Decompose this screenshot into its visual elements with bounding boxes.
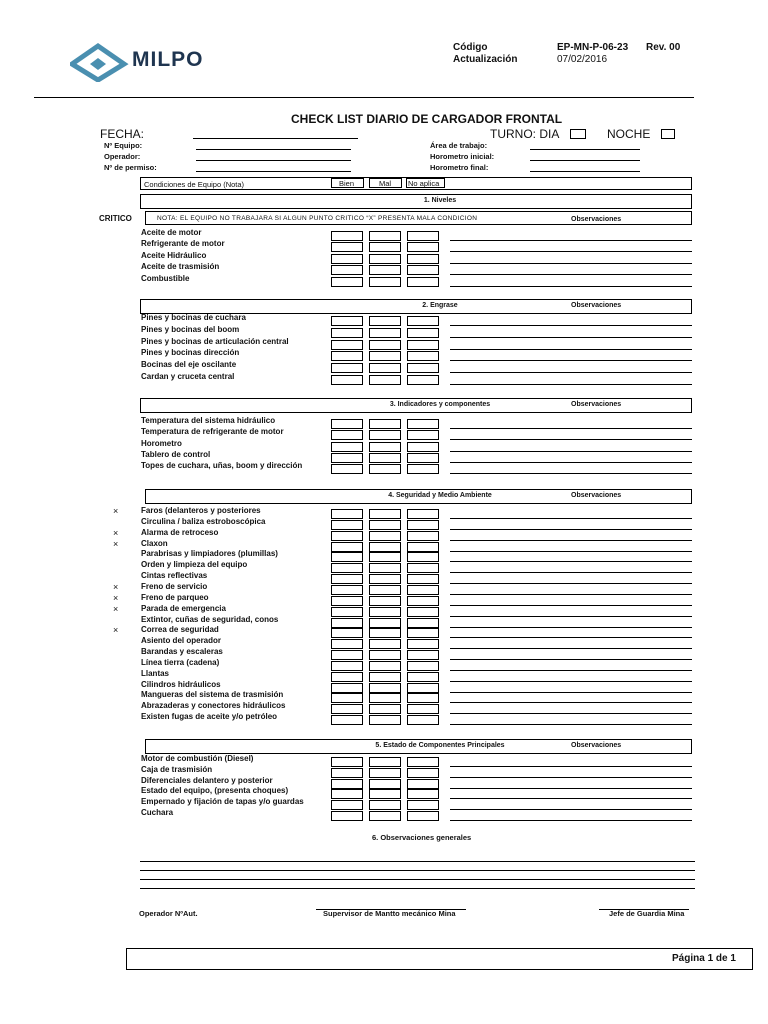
no-aplica-checkbox[interactable]: [407, 464, 439, 474]
bien-checkbox[interactable]: [331, 328, 363, 338]
no-aplica-checkbox[interactable]: [407, 639, 439, 649]
no-aplica-checkbox[interactable]: [407, 340, 439, 350]
no-aplica-checkbox[interactable]: [407, 531, 439, 541]
bien-checkbox[interactable]: [331, 683, 363, 693]
no-aplica-checkbox[interactable]: [407, 800, 439, 810]
critical-mark-icon: ×: [113, 506, 119, 516]
bien-checkbox[interactable]: [331, 639, 363, 649]
bien-checkbox[interactable]: [331, 768, 363, 778]
no-aplica-checkbox[interactable]: [407, 768, 439, 778]
turno-dia-checkbox[interactable]: [570, 129, 586, 139]
mal-checkbox[interactable]: [369, 552, 401, 562]
checklist-item-label: Claxon: [141, 538, 168, 548]
mal-checkbox[interactable]: [369, 464, 401, 474]
mal-checkbox[interactable]: [369, 542, 401, 552]
mal-checkbox[interactable]: [369, 363, 401, 373]
mal-checkbox[interactable]: [369, 650, 401, 660]
mal-checkbox[interactable]: [369, 242, 401, 252]
checklist-item-label: Existen fugas de aceite y/o petróleo: [141, 712, 278, 722]
observacion-line[interactable]: [450, 788, 692, 789]
checklist-item-label: Aceite Hidráulico: [141, 250, 207, 260]
mal-checkbox[interactable]: [369, 509, 401, 519]
observacion-line[interactable]: [450, 627, 692, 628]
mal-checkbox[interactable]: [369, 453, 401, 463]
critical-mark-icon: ×: [113, 592, 119, 603]
bien-checkbox[interactable]: [331, 509, 363, 519]
equipo-field[interactable]: [196, 149, 351, 150]
area-label: Área de trabajo:: [430, 141, 488, 150]
observacion-line[interactable]: [450, 462, 692, 463]
observacion-line[interactable]: [450, 451, 692, 452]
checklist-item-label: Pines y bocinas dirección: [141, 348, 240, 358]
fecha-actualizacion: 07/02/2016: [557, 54, 608, 65]
observacion-line[interactable]: [450, 428, 692, 429]
bien-checkbox[interactable]: [331, 265, 363, 275]
observacion-line[interactable]: [450, 518, 692, 519]
no-aplica-checkbox[interactable]: [407, 265, 439, 275]
no-aplica-checkbox[interactable]: [407, 363, 439, 373]
bien-checkbox[interactable]: [331, 520, 363, 530]
bien-checkbox[interactable]: [331, 542, 363, 552]
checklist-item-label: Circulina / baliza estroboscópica: [141, 516, 266, 526]
obs-general-line-3[interactable]: [140, 879, 695, 880]
observacion-line[interactable]: [450, 572, 692, 573]
observacion-line[interactable]: [450, 777, 692, 778]
observacion-line[interactable]: [450, 473, 692, 474]
observacion-line[interactable]: [450, 583, 692, 584]
observacion-line[interactable]: [450, 360, 692, 361]
codigo-value: EP-MN-P-06-23: [557, 42, 629, 53]
bien-checkbox[interactable]: [331, 585, 363, 595]
no-aplica-checkbox[interactable]: [407, 779, 439, 789]
mal-checkbox[interactable]: [369, 757, 401, 767]
mal-checkbox[interactable]: [369, 661, 401, 671]
mal-checkbox[interactable]: [369, 628, 401, 638]
observacion-line[interactable]: [450, 240, 692, 241]
no-aplica-checkbox[interactable]: [407, 574, 439, 584]
no-aplica-checkbox[interactable]: [407, 419, 439, 429]
bien-checkbox[interactable]: [331, 672, 363, 682]
checklist-item-label: Horometro: [141, 438, 182, 448]
checklist-item-label: Abrazaderas y conectores hidráulicos: [141, 701, 286, 711]
mal-checkbox[interactable]: [369, 316, 401, 326]
checklist-item-label: Cuchara: [141, 808, 174, 817]
area-field[interactable]: [530, 149, 640, 150]
no-aplica-checkbox[interactable]: [407, 585, 439, 595]
bien-checkbox[interactable]: [331, 464, 363, 474]
observaciones-header: Observaciones: [571, 302, 622, 309]
checklist-item-label: Pines y bocinas de articulación central: [141, 336, 289, 346]
checklist-item-label: Barandas y escaleras: [141, 647, 223, 657]
bien-checkbox[interactable]: [331, 618, 363, 628]
no-aplica-checkbox[interactable]: [407, 789, 439, 799]
observacion-line[interactable]: [450, 286, 692, 287]
no-aplica-checkbox[interactable]: [407, 552, 439, 562]
mal-checkbox[interactable]: [369, 265, 401, 275]
mal-checkbox[interactable]: [369, 520, 401, 530]
checklist-item-label: Empernado y fijación de tapas y/o guardas: [141, 797, 304, 807]
firma-jefe: Jefe de Guardia Mina: [609, 909, 685, 918]
mal-checkbox[interactable]: [369, 789, 401, 799]
checklist-item-label: Cilindros hidráulicos: [141, 679, 221, 689]
no-aplica-checkbox[interactable]: [407, 328, 439, 338]
mal-checkbox[interactable]: [369, 419, 401, 429]
bien-checkbox[interactable]: [331, 704, 363, 714]
critical-mark-icon: ×: [113, 527, 119, 538]
mal-checkbox[interactable]: [369, 800, 401, 810]
critical-mark-icon: ×: [113, 538, 119, 549]
firma-supervisor: Supervisor de Mantto mecánico Mina: [323, 909, 456, 918]
bien-checkbox[interactable]: [331, 419, 363, 429]
mal-checkbox[interactable]: [369, 375, 401, 385]
bien-checkbox[interactable]: [331, 340, 363, 350]
checklist-item-label: Pines y bocinas del boom: [141, 324, 240, 334]
mal-checkbox[interactable]: [369, 442, 401, 452]
codigo-label: Código: [453, 42, 488, 53]
mal-checkbox[interactable]: [369, 430, 401, 440]
no-aplica-checkbox[interactable]: [407, 715, 439, 725]
observaciones-header: Observaciones: [571, 216, 622, 223]
no-aplica-checkbox[interactable]: [407, 596, 439, 606]
observaciones-header: Observaciones: [571, 742, 622, 749]
mal-checkbox[interactable]: [369, 607, 401, 617]
no-aplica-checkbox[interactable]: [407, 509, 439, 519]
checklist-item-label: Correa de seguridad: [141, 625, 219, 635]
bien-checkbox[interactable]: [331, 375, 363, 385]
legend-no-aplica-label: No aplica: [408, 179, 440, 188]
observacion-line[interactable]: [450, 594, 692, 595]
no-aplica-checkbox[interactable]: [407, 231, 439, 241]
no-aplica-checkbox[interactable]: [407, 520, 439, 530]
observacion-line[interactable]: [450, 605, 692, 606]
checklist-item-label: Cintas reflectivas: [141, 571, 208, 581]
pagina-label: Página 1 de 1: [672, 953, 736, 964]
section-title: 3. Indicadores y componentes: [389, 401, 491, 408]
checklist-item-label: Asiento del operador: [141, 636, 222, 646]
nota-text: NOTA: EL EQUIPO NO TRABAJARA SI ALGUN PUNTO CRITICO “X” PRESENTA MALA CONDICION: [157, 215, 478, 222]
checklist-item-label: Parabrisas y limpiadores (plumillas): [141, 549, 278, 559]
bien-checkbox[interactable]: [331, 531, 363, 541]
noche-label: NOCHE: [607, 127, 651, 141]
observacion-line[interactable]: [450, 820, 692, 821]
pagina-box: [126, 948, 753, 970]
observacion-line[interactable]: [450, 637, 692, 638]
mal-checkbox[interactable]: [369, 563, 401, 573]
checklist-item-label: Aceite de motor: [141, 228, 202, 237]
no-aplica-checkbox[interactable]: [407, 254, 439, 264]
no-aplica-checkbox[interactable]: [407, 811, 439, 821]
critical-mark-icon: ×: [113, 625, 119, 636]
no-aplica-checkbox[interactable]: [407, 453, 439, 463]
legend-bien-label: Bien: [339, 179, 355, 188]
checklist-item-label: Orden y limpieza del equipo: [141, 560, 248, 570]
bien-checkbox[interactable]: [331, 628, 363, 638]
bien-checkbox[interactable]: [331, 563, 363, 573]
checklist-item-label: Freno de servicio: [141, 581, 208, 591]
critico-label: CRITICO: [99, 214, 132, 223]
observacion-line[interactable]: [450, 724, 692, 725]
section-title: 5. Estado de Componentes Principales: [375, 742, 505, 749]
checklist-item-label: Temperatura del sistema hidráulico: [141, 416, 276, 425]
checklist-item-label: Temperatura de refrigerante de motor: [141, 427, 284, 437]
bien-checkbox[interactable]: [331, 442, 363, 452]
permiso-label: Nº de permiso:: [104, 163, 157, 172]
actualizacion-label: Actualización: [453, 54, 518, 65]
bien-checkbox[interactable]: [331, 596, 363, 606]
observacion-line[interactable]: [450, 349, 692, 350]
checklist-item-label: Extintor, cuñas de seguridad, conos: [141, 614, 279, 624]
no-aplica-checkbox[interactable]: [407, 542, 439, 552]
bien-checkbox[interactable]: [331, 430, 363, 440]
checklist-item-label: Diferenciales delantero y posterior: [141, 775, 273, 785]
no-aplica-checkbox[interactable]: [407, 672, 439, 682]
fecha-label: FECHA:: [100, 127, 145, 141]
bien-checkbox[interactable]: [331, 650, 363, 660]
checklist-item-label: Bocinas del eje oscilante: [141, 360, 237, 370]
revision: Rev. 00: [646, 42, 681, 53]
checklist-item-label: Tablero de control: [141, 449, 211, 459]
mal-checkbox[interactable]: [369, 574, 401, 584]
mal-checkbox[interactable]: [369, 231, 401, 241]
observacion-line[interactable]: [450, 713, 692, 714]
mal-checkbox[interactable]: [369, 328, 401, 338]
condiciones-label: Condiciones de Equipo (Nota): [144, 180, 245, 189]
horometro-final-label: Horometro final:: [430, 163, 489, 172]
mal-checkbox[interactable]: [369, 693, 401, 703]
observacion-line[interactable]: [450, 702, 692, 703]
checklist-item-label: Freno de parqueo: [141, 592, 209, 602]
no-aplica-checkbox[interactable]: [407, 618, 439, 628]
mal-checkbox[interactable]: [369, 704, 401, 714]
no-aplica-checkbox[interactable]: [407, 242, 439, 252]
mal-checkbox[interactable]: [369, 715, 401, 725]
bien-checkbox[interactable]: [331, 607, 363, 617]
mal-checkbox[interactable]: [369, 585, 401, 595]
operador-field[interactable]: [196, 160, 351, 161]
checklist-item-label: Línea tierra (cadena): [141, 657, 220, 667]
no-aplica-checkbox[interactable]: [407, 442, 439, 452]
bien-checkbox[interactable]: [331, 242, 363, 252]
checklist-item-label: Mangueras del sistema de trasmisión: [141, 690, 284, 700]
mal-checkbox[interactable]: [369, 254, 401, 264]
observacion-line[interactable]: [450, 692, 692, 693]
observacion-line[interactable]: [450, 439, 692, 440]
observacion-line[interactable]: [450, 325, 692, 326]
observaciones-header: Observaciones: [571, 492, 622, 499]
section-title: 4. Seguridad y Medio Ambiente: [388, 492, 492, 499]
checklist-item-label: Pines y bocinas de cuchara: [141, 313, 246, 322]
observaciones-generales-title: 6. Observaciones generales: [372, 833, 472, 842]
checklist-item-label: Aceite de trasmisión: [141, 262, 220, 272]
turno-label: TURNO: DIA: [490, 127, 560, 141]
observacion-line[interactable]: [450, 274, 692, 275]
checklist-item-label: Motor de combustión (Diesel): [141, 754, 254, 763]
section-title: 1. Niveles: [423, 197, 457, 204]
no-aplica-checkbox[interactable]: [407, 351, 439, 361]
checklist-item-label: Topes de cuchara, uñas, boom y dirección: [141, 461, 303, 471]
mal-checkbox[interactable]: [369, 340, 401, 350]
critical-mark-icon: ×: [113, 581, 119, 592]
turno-noche-checkbox[interactable]: [661, 129, 675, 139]
obs-general-line-2[interactable]: [140, 870, 695, 871]
observacion-line[interactable]: [450, 681, 692, 682]
observacion-line[interactable]: [450, 372, 692, 373]
no-aplica-checkbox[interactable]: [407, 757, 439, 767]
bien-checkbox[interactable]: [331, 552, 363, 562]
mal-checkbox[interactable]: [369, 779, 401, 789]
no-aplica-checkbox[interactable]: [407, 704, 439, 714]
observacion-line[interactable]: [450, 809, 692, 810]
checklist-item-label: Cardan y cruceta central: [141, 372, 235, 381]
mal-checkbox[interactable]: [369, 639, 401, 649]
mal-checkbox[interactable]: [369, 596, 401, 606]
bien-checkbox[interactable]: [331, 779, 363, 789]
logo-text: MILPO: [132, 48, 204, 71]
observacion-line[interactable]: [450, 616, 692, 617]
no-aplica-checkbox[interactable]: [407, 430, 439, 440]
bien-checkbox[interactable]: [331, 661, 363, 671]
observacion-line[interactable]: [450, 337, 692, 338]
operador-label: Operador:: [104, 152, 141, 161]
no-aplica-checkbox[interactable]: [407, 375, 439, 385]
mal-checkbox[interactable]: [369, 277, 401, 287]
observacion-line[interactable]: [450, 766, 692, 767]
critical-mark-icon: ×: [113, 603, 119, 614]
bien-checkbox[interactable]: [331, 789, 363, 799]
bien-checkbox[interactable]: [331, 254, 363, 264]
mal-checkbox[interactable]: [369, 768, 401, 778]
section-title: 2. Engrase: [422, 302, 458, 309]
checklist-item-label: Alarma de retroceso: [141, 527, 219, 537]
checklist-item-label: Caja de trasmisión: [141, 764, 213, 774]
horometro-final-field[interactable]: [530, 171, 640, 172]
equipo-label: Nº Equipo:: [104, 141, 143, 150]
observacion-line[interactable]: [450, 529, 692, 530]
firma-operador: Operador NºAut.: [139, 909, 198, 918]
bien-checkbox[interactable]: [331, 693, 363, 703]
no-aplica-checkbox[interactable]: [407, 683, 439, 693]
checklist-item-label: Estado del equipo, (presenta choques): [141, 786, 289, 796]
no-aplica-checkbox[interactable]: [407, 607, 439, 617]
mal-checkbox[interactable]: [369, 531, 401, 541]
no-aplica-checkbox[interactable]: [407, 693, 439, 703]
mal-checkbox[interactable]: [369, 351, 401, 361]
mal-checkbox[interactable]: [369, 811, 401, 821]
bien-checkbox[interactable]: [331, 363, 363, 373]
horometro-inicial-label: Horometro inicial:: [430, 152, 495, 161]
bien-checkbox[interactable]: [331, 715, 363, 725]
permiso-field[interactable]: [196, 171, 351, 172]
mal-checkbox[interactable]: [369, 618, 401, 628]
checklist-item-label: Combustible: [141, 273, 190, 283]
mal-checkbox[interactable]: [369, 672, 401, 682]
observacion-line[interactable]: [450, 659, 692, 660]
observacion-line[interactable]: [450, 648, 692, 649]
no-aplica-checkbox[interactable]: [407, 661, 439, 671]
checklist-item-label: Faros (delanteros y posteriores: [141, 506, 261, 515]
observacion-line[interactable]: [450, 384, 692, 385]
header-rule: [34, 97, 694, 98]
observacion-line[interactable]: [450, 551, 692, 552]
observacion-line[interactable]: [450, 561, 692, 562]
bien-checkbox[interactable]: [331, 757, 363, 767]
company-logo: [70, 42, 230, 82]
horometro-inicial-field[interactable]: [530, 160, 640, 161]
bien-checkbox[interactable]: [331, 316, 363, 326]
bien-checkbox[interactable]: [331, 800, 363, 810]
obs-general-line-4[interactable]: [140, 888, 695, 889]
fecha-field[interactable]: [193, 138, 358, 139]
checklist-item-label: Llantas: [141, 668, 170, 678]
obs-general-line-1[interactable]: [140, 861, 695, 862]
checklist-item-label: Parada de emergencia: [141, 603, 226, 613]
bien-checkbox[interactable]: [331, 574, 363, 584]
observacion-line[interactable]: [450, 798, 692, 799]
bien-checkbox[interactable]: [331, 277, 363, 287]
bien-checkbox[interactable]: [331, 231, 363, 241]
no-aplica-checkbox[interactable]: [407, 628, 439, 638]
bien-checkbox[interactable]: [331, 811, 363, 821]
legend-mal-label: Mal: [379, 179, 392, 188]
no-aplica-checkbox[interactable]: [407, 650, 439, 660]
checklist-item-label: Refrigerante de motor: [141, 239, 225, 249]
bien-checkbox[interactable]: [331, 453, 363, 463]
no-aplica-checkbox[interactable]: [407, 563, 439, 573]
no-aplica-checkbox[interactable]: [407, 277, 439, 287]
mal-checkbox[interactable]: [369, 683, 401, 693]
bien-checkbox[interactable]: [331, 351, 363, 361]
milpo-logo-icon: [70, 42, 132, 82]
observacion-line[interactable]: [450, 251, 692, 252]
observacion-line[interactable]: [450, 670, 692, 671]
no-aplica-checkbox[interactable]: [407, 316, 439, 326]
observacion-line[interactable]: [450, 540, 692, 541]
observacion-line[interactable]: [450, 263, 692, 264]
document-title: CHECK LIST DIARIO DE CARGADOR FRONTAL: [291, 112, 563, 126]
observaciones-header: Observaciones: [571, 401, 622, 408]
